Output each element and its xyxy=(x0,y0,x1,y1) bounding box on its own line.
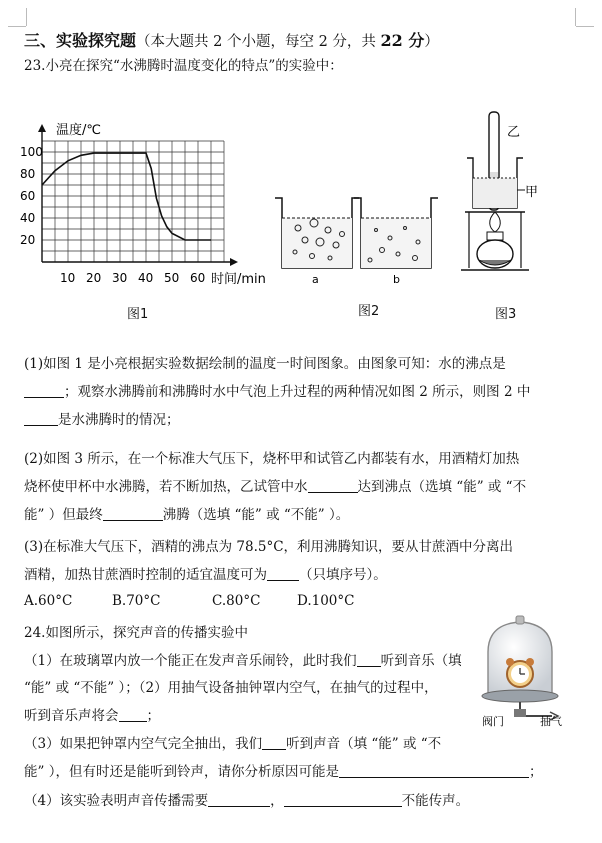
x-tick-label: 10 xyxy=(60,271,76,285)
fig1-ylabel: 温度/℃ xyxy=(56,123,101,138)
fig1-yticks xyxy=(20,145,43,247)
q24-line5-tail: ； xyxy=(528,764,543,780)
q24-line4-head: （3）如果把钟罩内空气完全抽出，我们 xyxy=(24,736,263,752)
fig2-beakers xyxy=(270,190,440,290)
y-tick-label: 20 xyxy=(20,233,36,247)
beaker-b xyxy=(354,198,438,268)
y-tick-label: 60 xyxy=(20,189,36,203)
q24-stem: 24.如图所示，探究声音的传播实验中 xyxy=(24,625,248,641)
q24-line2: “能” 或 “不能” ）；（2）用抽气设备抽钟罩内空气，在抽气的过程中， xyxy=(24,680,438,696)
section-note-open: （本大题共 2 个小题，每空 2 分，共 xyxy=(136,34,381,50)
q23-p3-line2-tail: （只填序号）。 xyxy=(299,567,387,583)
q23-p2-line2-tail: 达到沸点（选填 “能” 或 “不 xyxy=(357,479,527,495)
q23-p1-line2 xyxy=(24,380,584,400)
y-axis-arrow xyxy=(38,124,46,132)
fig3-label-jia: 甲 xyxy=(525,185,539,200)
fig2-caption: 图2 xyxy=(358,304,380,319)
option-c: C.80°C xyxy=(212,593,261,609)
x-tick-label: 60 xyxy=(190,271,206,285)
fig1-xlabel: 时间/min xyxy=(211,272,266,287)
crop-mark-right-h xyxy=(576,26,594,27)
answer-blank[interactable] xyxy=(267,566,299,581)
answer-blank[interactable] xyxy=(24,411,58,426)
x-tick-label: 40 xyxy=(138,271,154,285)
q23-p2-line2 xyxy=(24,475,584,495)
q24-line4-tail: 听到声音（填 “能” 或 “不 xyxy=(286,736,442,752)
beaker-a xyxy=(275,198,359,268)
q23-p2-line3 xyxy=(24,503,584,523)
bell-jar-figure xyxy=(470,612,580,732)
q23-p3-line2 xyxy=(24,563,584,583)
q24-line6 xyxy=(24,789,584,809)
fig1-xticks xyxy=(60,271,205,285)
answer-blank[interactable] xyxy=(119,707,147,722)
jar-base xyxy=(482,690,558,702)
q23-p1-line3-text: 是水沸腾时的情况； xyxy=(58,412,180,428)
q24-line3-tail: ； xyxy=(146,708,160,724)
fig1-caption: 图1 xyxy=(127,307,149,322)
q23-p2-line1: (2)如图 3 所示，在一个标准大气压下，烧杯甲和试管乙内都装有水，用酒精灯加热 xyxy=(24,451,520,467)
crop-mark-left xyxy=(26,8,27,26)
q24-line6-tail: 不能传声。 xyxy=(401,793,470,809)
q23-p1-line1: (1)如图 1 是小亮根据实验数据绘制的温度一时间图象。由图象可知：水的沸点是 xyxy=(24,356,506,372)
alcohol-lamp xyxy=(487,232,503,240)
x-tick-label: 20 xyxy=(86,271,102,285)
q23-p1-line2-text: ；观察水沸腾前和沸腾时水中气泡上升过程的两种情况如图 2 所示，则图 2 中 xyxy=(64,384,531,400)
fig1-curve xyxy=(42,153,211,240)
q24-line4 xyxy=(24,732,584,752)
flame xyxy=(490,212,501,232)
x-tick-label: 50 xyxy=(164,271,180,285)
q24-line5 xyxy=(24,760,584,780)
fig1-chart xyxy=(18,118,280,293)
section-score: 22 分 xyxy=(380,31,425,50)
answer-blank[interactable] xyxy=(208,792,270,807)
fig2-label-b: b xyxy=(393,273,400,286)
pump-label: 抽气 xyxy=(540,715,562,728)
q24-line1-tail: 听到音乐（填 xyxy=(380,653,462,669)
y-tick-label: 40 xyxy=(20,211,36,225)
alarm-clock-icon xyxy=(506,658,534,687)
fig3-apparatus xyxy=(455,108,545,283)
q23-p1-line3 xyxy=(24,408,584,428)
q23-p2-line3-head: 能” ）但最终 xyxy=(24,507,103,523)
fig3-label-yi: 乙 xyxy=(507,125,521,140)
answer-blank[interactable] xyxy=(308,478,358,493)
q23-p3-line2-head: 酒精，加热甘蔗酒时控制的适宜温度可为 xyxy=(24,567,267,583)
answer-blank[interactable] xyxy=(24,383,64,398)
q23-p2-line2-head: 烧杯使甲杯中水沸腾，若不断加热，乙试管中水 xyxy=(24,479,308,495)
answer-blank[interactable] xyxy=(339,763,529,778)
option-d: D.100°C xyxy=(297,593,355,609)
fig2-label-a: a xyxy=(312,273,319,286)
y-tick-label: 80 xyxy=(20,167,36,181)
answer-blank[interactable] xyxy=(284,792,402,807)
crop-mark-right xyxy=(575,8,576,26)
crop-mark-left-h xyxy=(8,26,26,27)
x-tick-label: 30 xyxy=(112,271,128,285)
option-b: B.70°C xyxy=(112,593,161,609)
q23-stem: 23.小亮在探究“水沸腾时温度变化的特点”的实验中： xyxy=(24,58,343,74)
q24-line3-head: 听到音乐声将会 xyxy=(24,708,119,724)
q24-line1-head: （1）在玻璃罩内放一个能正在发声音乐闹铃，此时我们 xyxy=(24,653,357,669)
x-axis-arrow xyxy=(230,258,238,266)
q24-line6-mid: ， xyxy=(270,793,284,809)
answer-blank[interactable] xyxy=(262,735,286,750)
q24-line6-head: （4）该实验表明声音传播需要 xyxy=(24,793,209,809)
section-title: 三、实验探究题 xyxy=(24,31,137,50)
valve-icon[interactable] xyxy=(514,709,526,717)
section-heading xyxy=(24,28,584,51)
q23-p3-line1: (3)在标准大气压下，酒精的沸点为 78.5°C，利用沸腾知识，要从甘蔗酒中分离出 xyxy=(24,539,514,555)
answer-blank[interactable] xyxy=(357,652,381,667)
fig3-caption: 图3 xyxy=(495,307,517,322)
q24-line5-head: 能” ），但有时还是能听到铃声，请你分析原因可能是 xyxy=(24,764,339,780)
q23-p2-line3-tail: 沸腾（选填 “能” 或 “不能” ）。 xyxy=(162,507,350,523)
answer-blank[interactable] xyxy=(103,506,163,521)
y-tick-label: 100 xyxy=(20,145,43,159)
section-note-close: ） xyxy=(424,34,439,50)
fig1-grid xyxy=(42,141,224,262)
option-a: A.60°C xyxy=(24,593,73,609)
valve-label: 阀门 xyxy=(482,715,504,728)
